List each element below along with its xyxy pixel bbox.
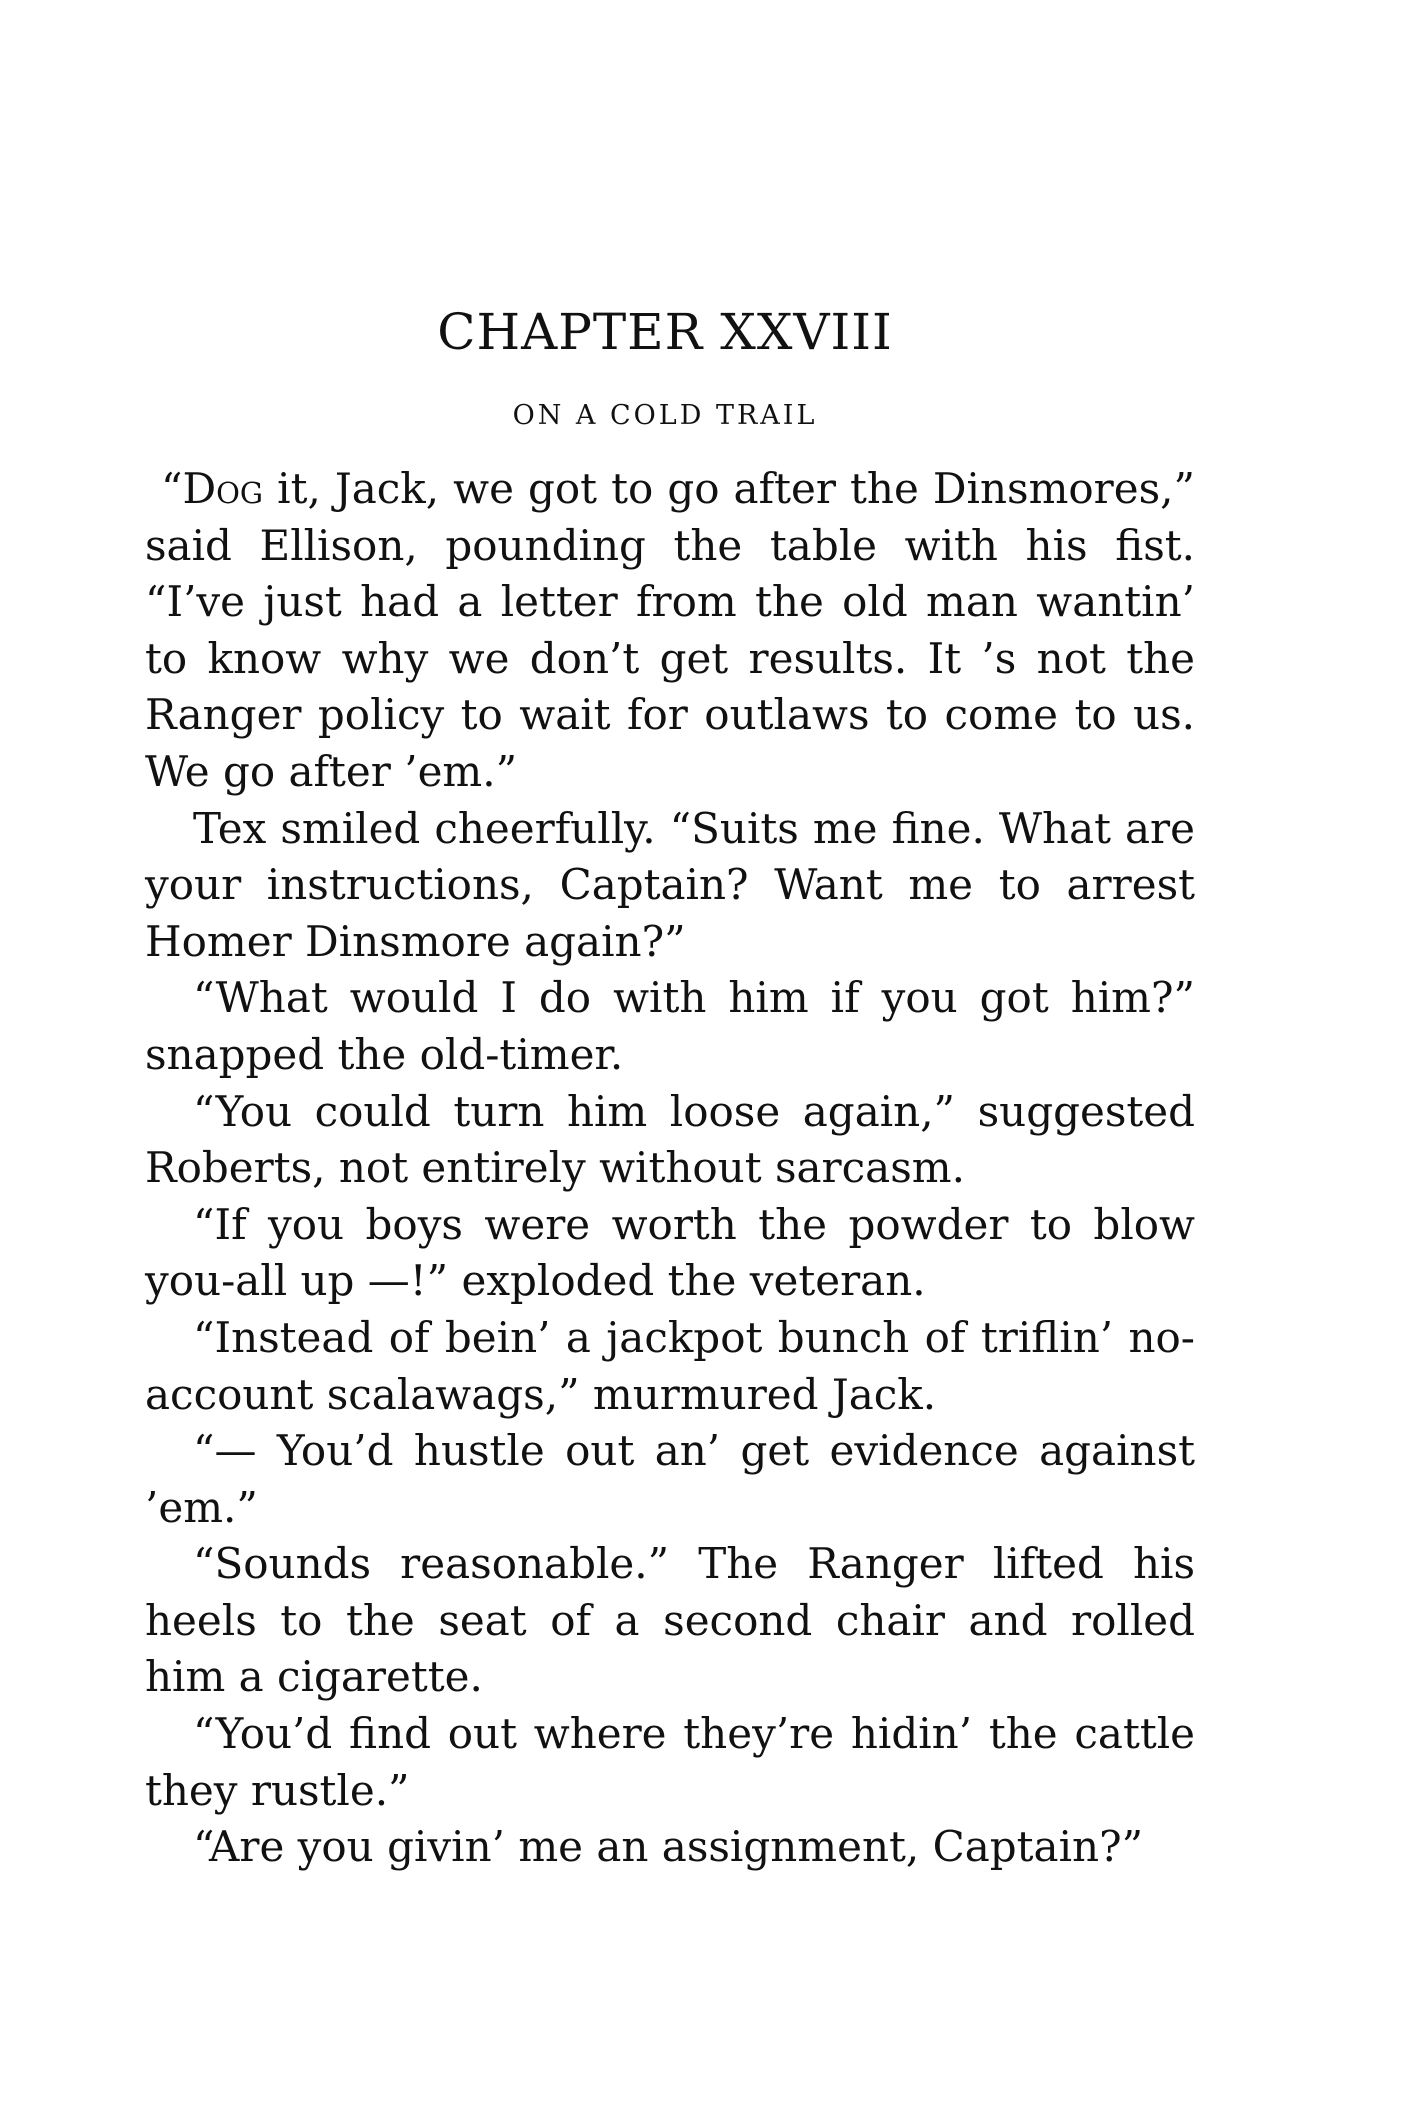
chapter-body [145, 461, 1195, 1876]
paragraph [145, 461, 1195, 801]
paragraph: “Instead of bein’ a jackpot bunch of triflin’ no-account scalawags,” murmured Jack. [145, 1312, 1195, 1419]
paragraph: “Sounds reasonable.” The Ranger lifted his heels to the seat of a second chair and rolled him a cigarette. [145, 1539, 1195, 1702]
chapter-title: CHAPTER XXVIII [437, 303, 893, 361]
drop-lead-word: “Dog [161, 464, 264, 513]
paragraph: “You could turn him loose again,” suggested Roberts, not entirely without sarcasm. [145, 1086, 1195, 1193]
paragraph: Tex smiled cheerfully. “Suits me fine. What are your instructions, Captain? Want me to arrest Homer Dinsmore again?” [145, 803, 1195, 966]
paragraph: “— You’d hustle out an’ get evidence against ’em.” [145, 1426, 1195, 1532]
paragraph-text: it, Jack, we got to go after the Dinsmores,” said Ellison, pounding the table with his fist. “I’ve just had a letter from the old man wantin’ to know why we don’t get results. It ’s not the Ranger policy to wait for outlaws to come to us. We go after ’em.” [145, 464, 1195, 796]
chapter-subtitle: ON A COLD TRAIL [512, 400, 818, 431]
paragraph: “If you boys were worth the powder to blow you-all up —!” exploded the veteran. [145, 1199, 1195, 1306]
paragraph: “You’d find out where they’re hidin’ the cattle they rustle.” [145, 1709, 1195, 1815]
paragraph: “What would I do with him if you got him?” snapped the old-timer. [145, 973, 1195, 1079]
paragraph: “Are you givin’ me an assignment, Captain?” [193, 1822, 1144, 1872]
